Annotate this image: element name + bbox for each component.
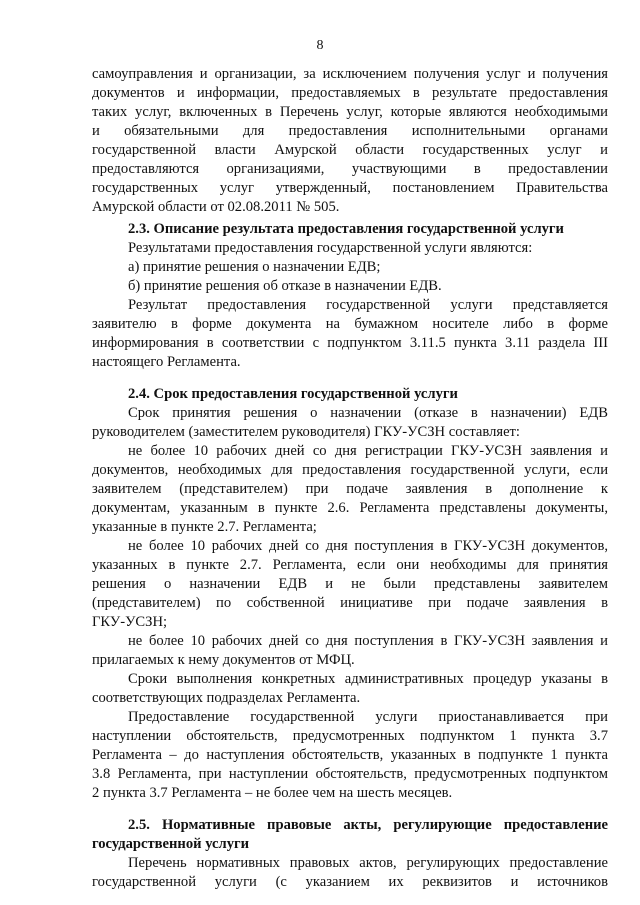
text-line: Результатами предоставления государственной услуги являются: — [128, 240, 533, 256]
text-line: указанные в пункте 2.7. Регламента; — [92, 519, 317, 535]
text-line: государственных услуг утвержденный, постановлением Правительства — [92, 180, 608, 196]
text-line: Предоставление государственной услуги приостанавливается при — [128, 709, 608, 725]
text-line: 3.8 Регламента, при наступлении обстоятельств, предусмотренных подпунктом — [92, 766, 608, 782]
section-heading-line: 2.4. Срок предоставления государственной услуги — [128, 386, 458, 402]
text-line: б) принятие решения об отказе в назначении ЕДВ. — [128, 278, 442, 294]
text-line: документам, указанным в пункте 2.6. Регламента представлены документы, — [92, 500, 608, 516]
section-heading-line: 2.5. Нормативные правовые акты, регулирующие предоставление — [128, 817, 608, 833]
text-line: Сроки выполнения конкретных административных процедур указаны в — [128, 671, 608, 687]
text-line: Регламента – до наступления обстоятельств, указанных в подпункте 1 пункта — [92, 747, 608, 763]
text-line: не более 10 рабочих дней со дня регистрации ГКУ-УСЗН заявления и — [128, 443, 608, 459]
text-line: и обязательными для предоставления исполнительными органами — [92, 123, 608, 139]
text-line: самоуправления и организации, за исключением получения услуг и получения — [92, 66, 608, 82]
text-line: ГКУ-УСЗН; — [92, 614, 168, 630]
text-line: прилагаемых к нему документов от МФЦ. — [92, 652, 355, 668]
text-line: решения о назначении ЕДВ и не были представлены заявителем — [92, 576, 608, 592]
section-heading-line: 2.3. Описание результата предоставления государственной услуги — [128, 221, 564, 237]
section-heading-line: государственной услуги — [92, 836, 250, 852]
text-line: документов, необходимых для предоставления государственной услуги, если — [92, 462, 608, 478]
text-line: таких услуг, включенных в Перечень услуг, которые являются необходимыми — [92, 104, 608, 120]
text-line: Перечень нормативных правовых актов, регулирующих предоставление — [128, 855, 608, 871]
text-line: Амурской области от 02.08.2011 № 505. — [92, 199, 340, 215]
text-line: документов и информации, предоставляемых в результате предоставления — [92, 85, 608, 101]
text-line: (представителем) по собственной инициативе при подаче заявления в — [92, 595, 608, 611]
text-line: указанных в пункте 2.7. Регламента, если они необходимы для принятия — [92, 557, 608, 573]
text-line: наступлении обстоятельств, предусмотренных подпунктом 1 пункта 3.7 — [92, 728, 608, 744]
text-line: Срок принятия решения о назначении (отказе в назначении) ЕДВ — [128, 405, 608, 421]
text-line: заявителем (представителем) при подаче заявления в дополнение к — [92, 481, 608, 497]
text-line: предоставляются организациями, участвующими в предоставлении — [92, 161, 608, 177]
text-line: заявителю в форме документа на бумажном носителе либо в форме — [92, 316, 608, 332]
page-number: 8 — [316, 38, 324, 53]
text-line: государственной услуги (с указанием их реквизитов и источников — [92, 874, 608, 890]
text-line: а) принятие решения о назначении ЕДВ; — [128, 259, 381, 275]
text-line: информирования в соответствии с подпунктом 3.11.5 пункта 3.11 раздела III — [92, 335, 608, 351]
text-line: Результат предоставления государственной услуги представляется — [128, 297, 608, 313]
text-line: 2 пункта 3.7 Регламента – не более чем на шесть месяцев. — [92, 785, 453, 801]
text-line: настоящего Регламента. — [92, 354, 241, 370]
text-line: государственной власти Амурской области государственных услуг и — [92, 142, 608, 158]
text-line: соответствующих подразделах Регламента. — [92, 690, 361, 706]
text-line: не более 10 рабочих дней со дня поступления в ГКУ-УСЗН заявления и — [128, 633, 608, 649]
text-line: руководителем (заместителем руководителя) ГКУ-УСЗН составляет: — [92, 424, 520, 440]
text-line: не более 10 рабочих дней со дня поступления в ГКУ-УСЗН документов, — [128, 538, 608, 554]
